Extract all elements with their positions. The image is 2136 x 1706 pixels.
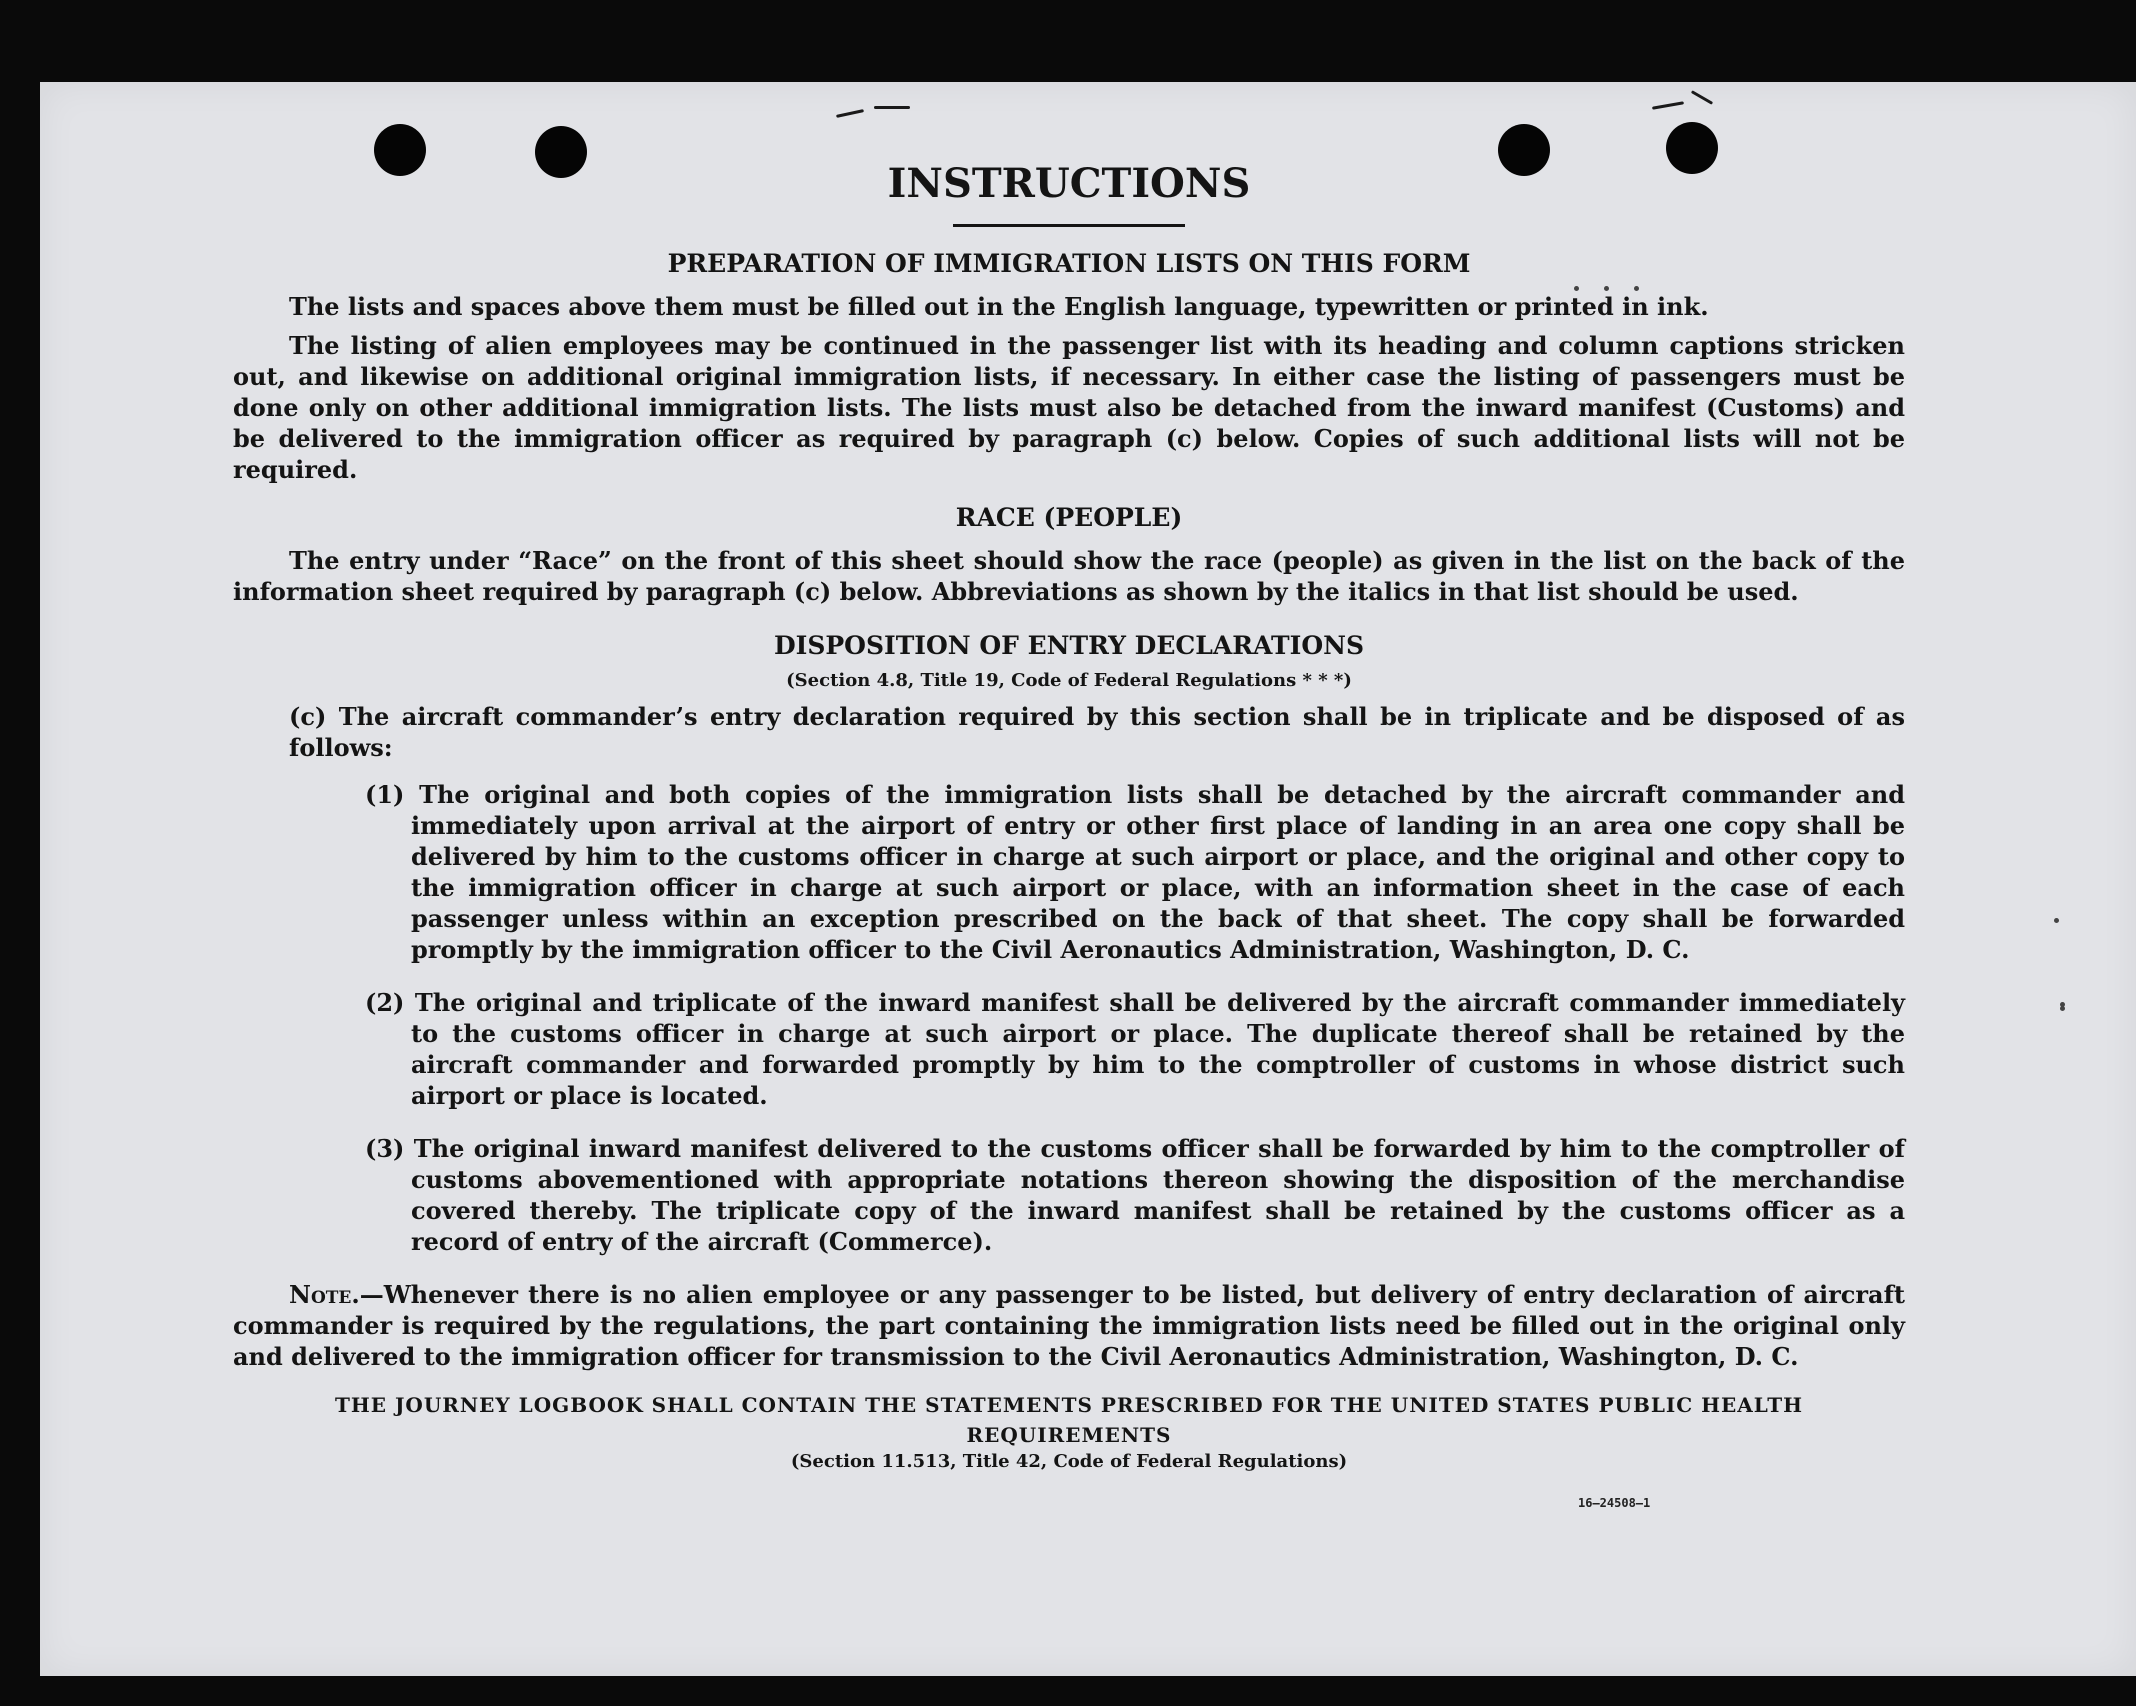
item-marker: (1) xyxy=(365,780,405,809)
preparation-paragraph-2: The listing of alien employees may be continued in the passenger list with its heading and column captions stricken out, and likewise on additional original immigration lists, if necessary. In either case the listing of passengers must be done only on other additional immigration lists. The lists must also be detached from the inward manifest (Customs) and be delivered to the immigration officer as required by paragraph (c) below. Copies of such additional lists will not be required. xyxy=(233,331,1905,484)
disposition-heading: DISPOSITION OF ENTRY DECLARATIONS xyxy=(773,631,1365,660)
pen-mark-top-left xyxy=(836,109,864,118)
note-text: —Whenever there is no alien employee or any passenger to be listed, but delivery of entry declaration of aircraft commander is required by the regulations, the part containing the immigration lists need be filled out in the original only and delivered to the immigration officer for transmission to the Civil Aeronautics Administration, Washington, D. C. xyxy=(233,1280,1905,1371)
title-underline xyxy=(953,224,1185,227)
item-text: The original and both copies of the immigration lists shall be detached by the aircraft commander and immediately upon arrival at the airport of entry or other first place of landing in an area one copy shall be delivered by him to the customs officer in charge at such airport or place, and the original and other copy to the immigration officer in charge at such airport or place, with an information sheet in the case of each passenger unless within an exception prescribed on the back of that sheet. The copy shall be forwarded promptly by the immigration officer to the Civil Aeronautics Administration, Washington, D. C. xyxy=(411,780,1905,964)
race-paragraph: The entry under “Race” on the front of this sheet should show the race (people) as given in the list on the back of the information sheet required by paragraph (c) below. Abbreviations as shown by the italics in that list should be used. xyxy=(233,546,1905,606)
note-label: Note. xyxy=(289,1280,360,1309)
preparation-heading: PREPARATION OF IMMIGRATION LISTS ON THIS FORM xyxy=(667,249,1471,278)
form-number: 16—24508—1 xyxy=(1578,1496,1651,1510)
item-text: The original inward manifest delivered to the customs officer shall be forwarded by him to the comptroller of customs abovementioned with appropriate notations thereon showing the disposition of the merchandise covered thereby. The triplicate copy of the inward manifest shall be retained by the customs officer as a record of entry of the aircraft (Commerce). xyxy=(411,1134,1905,1256)
disposition-citation: (Section 4.8, Title 19, Code of Federal Regulations * * *) xyxy=(786,670,1352,691)
disposition-item-3 xyxy=(233,1133,1905,1257)
public-health-citation: (Section 11.513, Title 42, Code of Federal Regulations) xyxy=(790,1451,1348,1472)
disposition-item-1 xyxy=(233,779,1905,965)
note-paragraph xyxy=(233,1279,1905,1372)
disposition-lead-paragraph: (c) The aircraft commander’s entry declaration required by this section shall be in triplicate and be disposed of as follows: xyxy=(289,702,1905,762)
disposition-item-2 xyxy=(233,987,1905,1111)
pen-mark-top-right-2 xyxy=(1691,90,1713,105)
race-heading: RACE (PEOPLE) xyxy=(955,503,1183,532)
pen-mark-top-right xyxy=(1652,101,1684,110)
item-text: The original and triplicate of the inward manifest shall be delivered by the aircraft commander immediately to the customs officer in charge at such airport or place. The duplicate thereof shall be retained by the aircraft commander and forwarded promptly by him to the comptroller of customs in whose district such airport or place is located. xyxy=(411,988,1906,1110)
item-marker: (2) xyxy=(365,988,405,1017)
stray-dot-6 xyxy=(2060,1006,2065,1011)
public-health-statement: THE JOURNEY LOGBOOK SHALL CONTAIN THE STATEMENTS PRESCRIBED FOR THE UNITED STATES PUBLIC HEALTH REQUIREMENTS xyxy=(334,1393,1804,1447)
page-title: INSTRUCTIONS xyxy=(887,160,1251,207)
stray-dot-4 xyxy=(2054,918,2059,923)
instructions-content xyxy=(233,160,1905,1474)
pen-mark-top-left-2 xyxy=(874,106,910,109)
preparation-paragraph-1: The lists and spaces above them must be filled out in the English language, typewritten or printed in ink. xyxy=(289,292,1709,321)
item-marker: (3) xyxy=(365,1134,405,1163)
